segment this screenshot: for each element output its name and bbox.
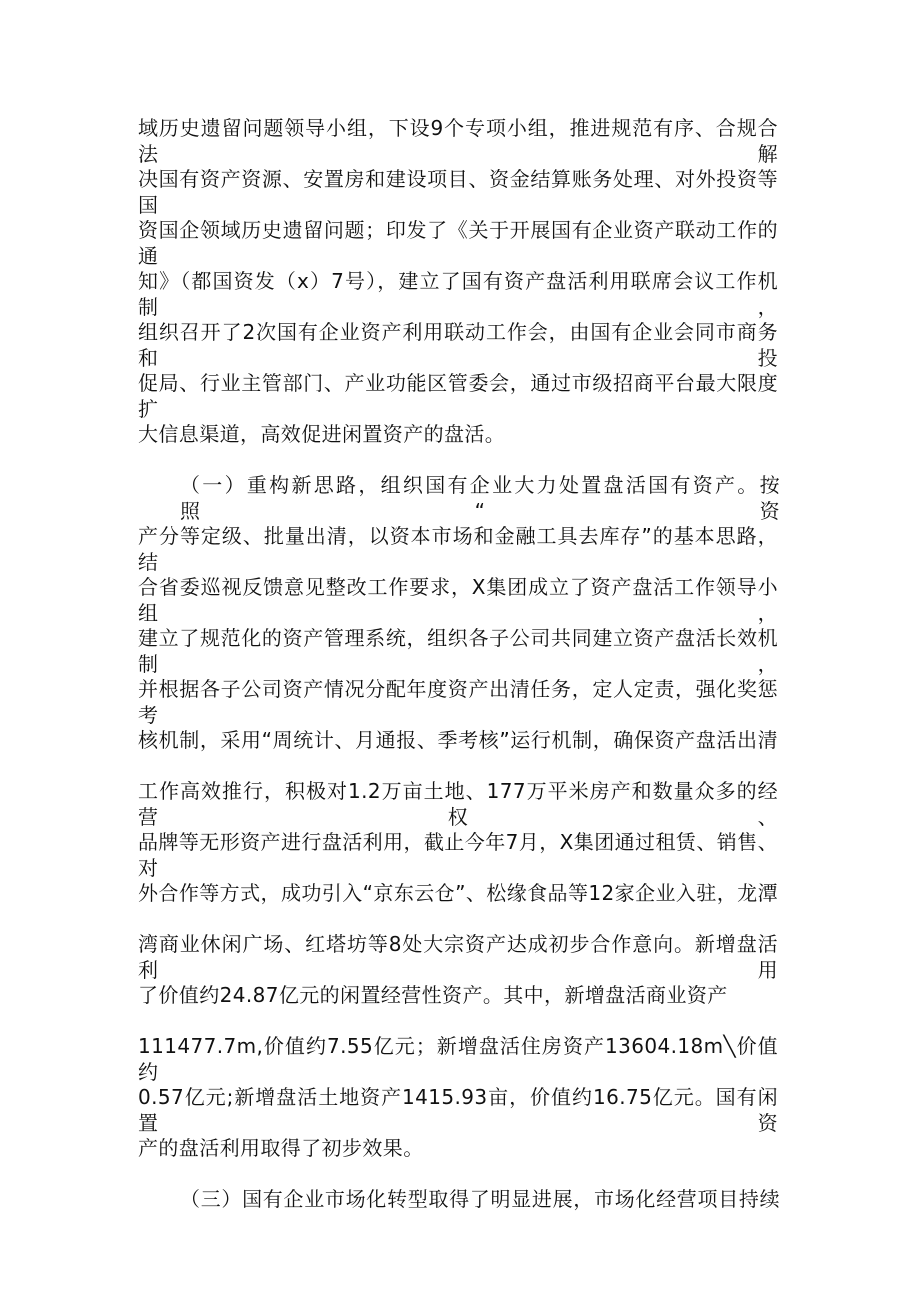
paragraph-3-line-1: （三）国有企业市场化转型取得了明显进展，市场化经营项目持续 [180, 1187, 780, 1211]
paragraph-1-line-6: 促局、行业主管部门、产业功能区管委会，通过市级招商平台最大限度扩 [138, 371, 778, 421]
paragraph-2-line-9: 外合作等方式，成功引入“京东云仓”、松缘食品等12家企业入驻，龙潭 [138, 881, 778, 905]
paragraph-1-line-7: 大信息渠道，高效促进闲置资产的盘活。 [138, 422, 506, 446]
paragraph-2-line-10: 湾商业休闲广场、红塔坊等8处大宗资产达成初步合作意向。新增盘活利用 [138, 932, 778, 982]
paragraph-1-line-5: 组织召开了2次国有企业资产利用联动工作会，由国有企业会同市商务和投 [138, 320, 778, 370]
paragraph-2-line-2: 产分等定级、批量出清，以资本市场和金融工具去库存”的基本思路，结 [138, 524, 778, 574]
paragraph-2-line-3: 合省委巡视反馈意见整改工作要求，X集团成立了资产盘活工作领导小组， [138, 575, 778, 625]
paragraph-2-line-11: 了价值约24.87亿元的闲置经营性资产。其中，新增盘活商业资产 [138, 983, 728, 1007]
paragraph-1-line-2: 决国有资产资源、安置房和建设项目、资金结算账务处理、对外投资等国 [138, 167, 778, 217]
paragraph-2-line-8: 品牌等无形资产进行盘活利用，截止今年7月，X集团通过租赁、销售、对 [138, 830, 778, 880]
paragraph-1-line-4: 知》（都国资发（x）7号），建立了国有资产盘活利用联席会议工作机制， [138, 269, 778, 319]
paragraph-2-line-4: 建立了规范化的资产管理系统，组织各子公司共同建立资产盘活长效机制， [138, 626, 778, 676]
paragraph-1-line-1: 域历史遗留问题领导小组，下设9个专项小组，推进规范有序、合规合法解 [138, 116, 778, 166]
paragraph-2-line-7: 工作高效推行，积极对1.2万亩土地、177万平米房产和数量众多的经营权、 [138, 779, 778, 829]
paragraph-2-line-12: 111477.7m,价值约7.55亿元；新增盘活住房资产13604.18m╲价值约 [138, 1034, 778, 1084]
paragraph-1-line-3: 资国企领域历史遗留问题；印发了《关于开展国有企业资产联动工作的通 [138, 218, 778, 268]
paragraph-2-line-13: 0.57亿元;新增盘活土地资产1415.93亩，价值约16.75亿元。国有闲置资 [138, 1085, 778, 1135]
paragraph-2-line-5: 并根据各子公司资产情况分配年度资产出清任务，定人定责，强化奖惩考 [138, 677, 778, 727]
paragraph-2-line-6: 核机制，采用“周统计、月通报、季考核”运行机制，确保资产盘活出清 [138, 728, 778, 752]
paragraph-2-line-14: 产的盘活利用取得了初步效果。 [138, 1136, 424, 1160]
paragraph-2-line-1: （一）重构新思路，组织国有企业大力处置盘活国有资产。按照“资 [180, 473, 780, 523]
